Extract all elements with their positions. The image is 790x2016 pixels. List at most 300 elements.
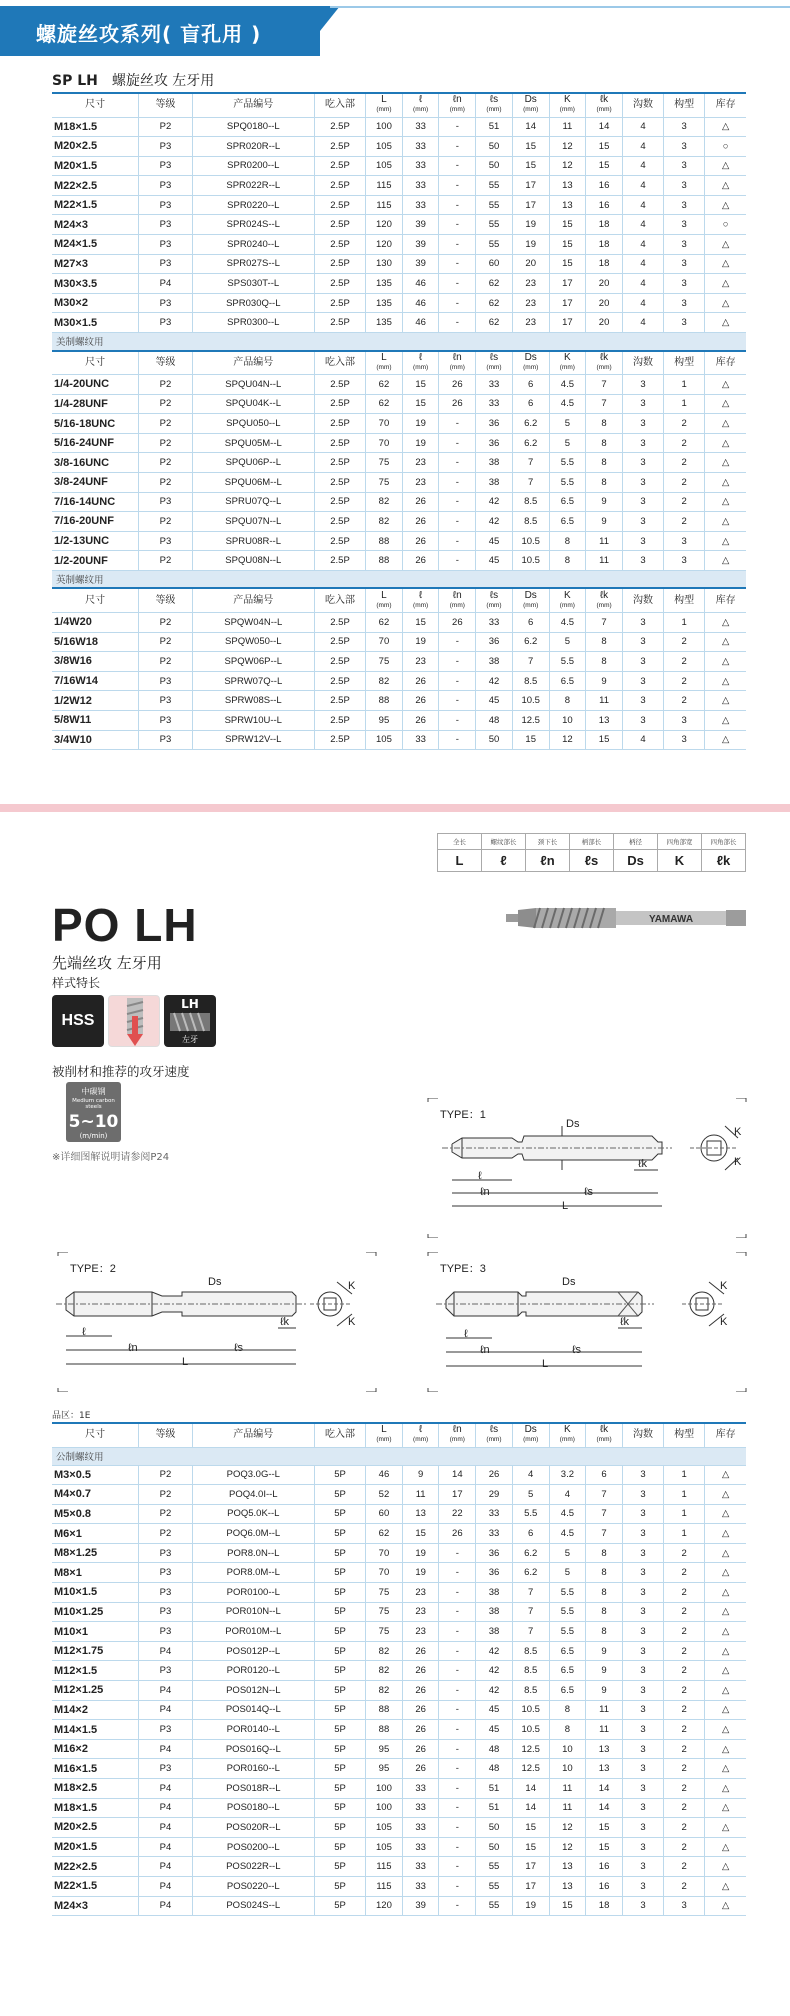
- cell-L: 105: [366, 1818, 403, 1838]
- cell-ls: 51: [476, 1798, 513, 1818]
- cell-size: M10×1.25: [52, 1602, 139, 1622]
- legend-symbol: Ds: [614, 850, 658, 872]
- cell-ls: 38: [476, 1622, 513, 1642]
- cell-grade: P2: [139, 551, 192, 571]
- column-header-ln: [439, 351, 476, 375]
- cell-lk: 11: [586, 531, 623, 551]
- cell-grade: P3: [139, 235, 192, 255]
- legend-label: 柄径: [614, 834, 658, 850]
- cell-L: 75: [366, 1583, 403, 1603]
- cell-size: M30×2: [52, 293, 139, 313]
- cell-l: 39: [402, 254, 439, 274]
- cell-Ds: 6: [512, 394, 549, 414]
- column-header-L: [366, 1423, 403, 1447]
- cell-L: 88: [366, 691, 403, 711]
- cell-type: 2: [664, 1700, 705, 1720]
- cell-Ds: 6.2: [512, 1543, 549, 1563]
- cell-l: 26: [402, 1681, 439, 1701]
- column-header-label: ℓ: [419, 1424, 423, 1436]
- column-unit: (mm): [596, 1436, 612, 1444]
- cell-size: 1/4W20: [52, 612, 139, 632]
- cell-l: 33: [402, 1837, 439, 1857]
- cell-grade: P3: [139, 1759, 192, 1779]
- cell-flutes: 3: [622, 433, 663, 453]
- cell-type: 3: [664, 235, 705, 255]
- cell-grade: P2: [139, 433, 192, 453]
- cell-lk: 9: [586, 512, 623, 532]
- cell-type: 3: [664, 551, 705, 571]
- cell-chamfer: 5P: [314, 1720, 365, 1740]
- cell-ln: -: [439, 1779, 476, 1799]
- column-header-lk: [586, 93, 623, 117]
- cell-ln: -: [439, 453, 476, 473]
- cell-type: 3: [664, 531, 705, 551]
- cell-K: 8: [549, 531, 586, 551]
- cell-code: POQ3.0G--L: [192, 1465, 314, 1485]
- cell-ln: -: [439, 1583, 476, 1603]
- cell-L: 115: [366, 195, 403, 215]
- cell-lk: 9: [586, 671, 623, 691]
- lh-sublabel: 左牙: [182, 1035, 198, 1044]
- cell-type: 2: [664, 671, 705, 691]
- legend-symbol: ℓn: [526, 850, 570, 872]
- cell-size: 7/16-14UNC: [52, 492, 139, 512]
- cell-stock: △: [705, 1583, 746, 1603]
- cell-code: SPRU08R--L: [192, 531, 314, 551]
- table-row: [52, 414, 746, 434]
- diagram-type2-ls: ℓs: [234, 1342, 244, 1354]
- cell-l: 23: [402, 1622, 439, 1642]
- cell-grade: P4: [139, 1837, 192, 1857]
- legend-label: 四角部长: [702, 834, 746, 850]
- cell-K: 5: [549, 433, 586, 453]
- cell-Ds: 8.5: [512, 671, 549, 691]
- column-header-label: ℓs: [489, 94, 499, 106]
- cell-size: M24×1.5: [52, 235, 139, 255]
- cell-L: 95: [366, 1759, 403, 1779]
- cell-Ds: 8.5: [512, 1681, 549, 1701]
- cell-type: 1: [664, 1524, 705, 1544]
- cell-size: M27×3: [52, 254, 139, 274]
- cell-type: 3: [664, 176, 705, 196]
- group-label: 公制螺纹用: [52, 1447, 746, 1465]
- diagram-type2-lk: ℓk: [280, 1316, 290, 1328]
- cell-l: 26: [402, 551, 439, 571]
- column-unit: (mm): [413, 601, 429, 609]
- cell-code: POS018R--L: [192, 1779, 314, 1799]
- column-header-label: L: [381, 589, 387, 601]
- cell-l: 19: [402, 632, 439, 652]
- cell-flutes: 4: [622, 730, 663, 750]
- cell-Ds: 7: [512, 1602, 549, 1622]
- column-unit: (mm): [413, 106, 429, 114]
- cell-lk: 18: [586, 235, 623, 255]
- column-header-label: 吃入部: [325, 1429, 356, 1441]
- cell-Ds: 10.5: [512, 1720, 549, 1740]
- cell-lk: 14: [586, 1798, 623, 1818]
- cell-l: 33: [402, 730, 439, 750]
- cell-K: 5.5: [549, 453, 586, 473]
- cell-K: 6.5: [549, 492, 586, 512]
- cell-K: 5: [549, 632, 586, 652]
- cell-ls: 36: [476, 1543, 513, 1563]
- column-unit: (mm): [449, 601, 465, 609]
- cell-size: M10×1: [52, 1622, 139, 1642]
- cell-grade: P2: [139, 473, 192, 493]
- cell-grade: P4: [139, 1876, 192, 1896]
- cell-code: POS014Q--L: [192, 1700, 314, 1720]
- column-header-label: ℓ: [419, 589, 423, 601]
- cell-grade: P3: [139, 531, 192, 551]
- cell-L: 95: [366, 1739, 403, 1759]
- cell-L: 62: [366, 375, 403, 395]
- cell-code: POR0140--L: [192, 1720, 314, 1740]
- cell-size: M18×1.5: [52, 117, 139, 137]
- cell-l: 23: [402, 1602, 439, 1622]
- cell-flutes: 4: [622, 176, 663, 196]
- cell-type: 2: [664, 1818, 705, 1838]
- cell-type: 2: [664, 1759, 705, 1779]
- cell-type: 2: [664, 691, 705, 711]
- cell-grade: P3: [139, 215, 192, 235]
- diagram-type2-l: ℓ: [82, 1326, 86, 1338]
- diagram-type2-k2: K: [348, 1316, 356, 1328]
- cell-stock: △: [705, 1857, 746, 1877]
- cell-Ds: 8.5: [512, 492, 549, 512]
- cell-Ds: 7: [512, 473, 549, 493]
- cell-L: 75: [366, 1622, 403, 1642]
- cell-size: M16×1.5: [52, 1759, 139, 1779]
- cell-size: 5/16-18UNC: [52, 414, 139, 434]
- cell-ls: 50: [476, 1837, 513, 1857]
- table-row: [52, 1661, 746, 1681]
- cell-grade: P4: [139, 1857, 192, 1877]
- cell-Ds: 14: [512, 1779, 549, 1799]
- cell-code: POQ4.0I--L: [192, 1485, 314, 1505]
- cell-code: POR8.0M--L: [192, 1563, 314, 1583]
- diagram-type3-ls: ℓs: [572, 1344, 582, 1356]
- cell-chamfer: 5P: [314, 1602, 365, 1622]
- cell-type: 1: [664, 1465, 705, 1485]
- cell-lk: 18: [586, 1896, 623, 1916]
- cell-lk: 8: [586, 1602, 623, 1622]
- cell-grade: P2: [139, 394, 192, 414]
- cell-type: 2: [664, 1622, 705, 1642]
- cell-type: 3: [664, 274, 705, 294]
- cell-l: 15: [402, 1524, 439, 1544]
- cell-ls: 55: [476, 1857, 513, 1877]
- diagram-type3-lk: ℓk: [620, 1316, 630, 1328]
- cell-code: POR010M--L: [192, 1622, 314, 1642]
- cell-stock: △: [705, 274, 746, 294]
- cell-ls: 38: [476, 1583, 513, 1603]
- column-header-ln: [439, 588, 476, 612]
- cell-lk: 8: [586, 1543, 623, 1563]
- cell-size: M12×1.75: [52, 1641, 139, 1661]
- cell-K: 17: [549, 313, 586, 333]
- cell-lk: 20: [586, 293, 623, 313]
- cell-lk: 7: [586, 612, 623, 632]
- cell-K: 5.5: [549, 1583, 586, 1603]
- column-header-label: 尺寸: [85, 356, 106, 368]
- cell-grade: P4: [139, 1739, 192, 1759]
- cell-lk: 15: [586, 156, 623, 176]
- column-header-K: [549, 588, 586, 612]
- cell-K: 15: [549, 235, 586, 255]
- cell-L: 82: [366, 512, 403, 532]
- column-header-type: [664, 351, 705, 375]
- cell-chamfer: 5P: [314, 1876, 365, 1896]
- cell-type: 2: [664, 1661, 705, 1681]
- cell-chamfer: 2.5P: [314, 512, 365, 532]
- page-banner: [0, 0, 790, 62]
- cell-flutes: 3: [622, 1876, 663, 1896]
- cell-code: SPQW050--L: [192, 632, 314, 652]
- cell-L: 100: [366, 117, 403, 137]
- cell-grade: P2: [139, 1465, 192, 1485]
- cell-code: SPQU05M--L: [192, 433, 314, 453]
- cell-l: 23: [402, 473, 439, 493]
- cell-flutes: 4: [622, 137, 663, 157]
- table-row: [52, 1700, 746, 1720]
- cell-lk: 6: [586, 1465, 623, 1485]
- cell-size: M14×2: [52, 1700, 139, 1720]
- column-unit: (mm): [486, 1436, 502, 1444]
- cell-stock: △: [705, 512, 746, 532]
- cell-chamfer: 5P: [314, 1563, 365, 1583]
- cell-l: 33: [402, 195, 439, 215]
- column-unit: (mm): [523, 106, 539, 114]
- legend-label: 螺纹部长: [482, 834, 526, 850]
- cell-grade: P3: [139, 1543, 192, 1563]
- cell-Ds: 17: [512, 1857, 549, 1877]
- cell-flutes: 3: [622, 1583, 663, 1603]
- cell-ls: 45: [476, 1720, 513, 1740]
- cell-type: 2: [664, 492, 705, 512]
- cell-ln: -: [439, 492, 476, 512]
- column-header-size: [52, 588, 139, 612]
- group-label: 美制螺纹用: [52, 333, 746, 351]
- cell-chamfer: 2.5P: [314, 117, 365, 137]
- table-row: [52, 195, 746, 215]
- cell-size: M20×1.5: [52, 156, 139, 176]
- column-header-lk: [586, 1423, 623, 1447]
- cell-ls: 29: [476, 1485, 513, 1505]
- cell-L: 115: [366, 1857, 403, 1877]
- column-header-flutes: [622, 588, 663, 612]
- cell-K: 13: [549, 176, 586, 196]
- cell-chamfer: 5P: [314, 1661, 365, 1681]
- column-header-l: [402, 588, 439, 612]
- cell-ls: 38: [476, 652, 513, 672]
- table-row: [52, 671, 746, 691]
- cell-lk: 8: [586, 433, 623, 453]
- column-unit: (mm): [376, 601, 392, 609]
- table-header-row: [52, 351, 746, 375]
- cell-stock: △: [705, 1779, 746, 1799]
- cell-K: 10: [549, 1739, 586, 1759]
- cell-l: 15: [402, 612, 439, 632]
- cell-grade: P3: [139, 730, 192, 750]
- column-header-label: ℓn: [452, 1424, 462, 1436]
- diagram-type2-k1: K: [348, 1280, 356, 1292]
- cell-stock: △: [705, 313, 746, 333]
- cell-ls: 45: [476, 1700, 513, 1720]
- column-header-label: L: [381, 94, 387, 106]
- cell-chamfer: 5P: [314, 1465, 365, 1485]
- cell-l: 33: [402, 117, 439, 137]
- section1-model: SP LH: [52, 73, 98, 89]
- cell-chamfer: 2.5P: [314, 137, 365, 157]
- column-header-label: 沟数: [632, 356, 653, 368]
- cell-size: M8×1.25: [52, 1543, 139, 1563]
- cell-ls: 36: [476, 433, 513, 453]
- cell-code: SPQU050--L: [192, 414, 314, 434]
- cell-grade: P3: [139, 1661, 192, 1681]
- cell-stock: △: [705, 1524, 746, 1544]
- cell-chamfer: 2.5P: [314, 632, 365, 652]
- cell-ln: -: [439, 1739, 476, 1759]
- column-header-label: 产品编号: [233, 1429, 274, 1441]
- cell-l: 19: [402, 1543, 439, 1563]
- cell-size: M12×1.25: [52, 1681, 139, 1701]
- cell-l: 26: [402, 671, 439, 691]
- cell-stock: △: [705, 492, 746, 512]
- cell-L: 135: [366, 293, 403, 313]
- cell-flutes: 3: [622, 1759, 663, 1779]
- cell-chamfer: 2.5P: [314, 254, 365, 274]
- cell-type: 3: [664, 730, 705, 750]
- cell-lk: 13: [586, 1739, 623, 1759]
- cell-code: POS0180--L: [192, 1798, 314, 1818]
- cell-lk: 8: [586, 652, 623, 672]
- cell-grade: P3: [139, 195, 192, 215]
- cell-L: 88: [366, 1700, 403, 1720]
- speed-material: 中碳钢: [81, 1087, 106, 1096]
- cell-lk: 9: [586, 1641, 623, 1661]
- cell-Ds: 7: [512, 1622, 549, 1642]
- column-header-ls: [476, 93, 513, 117]
- cell-chamfer: 5P: [314, 1837, 365, 1857]
- cell-grade: P3: [139, 1583, 192, 1603]
- cell-chamfer: 2.5P: [314, 235, 365, 255]
- diagram-type1-ls: ℓs: [584, 1186, 594, 1198]
- cell-code: SPRW08S--L: [192, 691, 314, 711]
- cell-flutes: 3: [622, 1661, 663, 1681]
- cell-ln: -: [439, 1563, 476, 1583]
- cell-type: 2: [664, 1798, 705, 1818]
- cell-chamfer: 2.5P: [314, 195, 365, 215]
- cell-grade: P2: [139, 652, 192, 672]
- cell-flutes: 3: [622, 710, 663, 730]
- cell-stock: △: [705, 1876, 746, 1896]
- cell-l: 39: [402, 235, 439, 255]
- column-header-label: 产品编号: [233, 99, 274, 111]
- legend-symbol: ℓs: [570, 850, 614, 872]
- cell-code: SPQU07N--L: [192, 512, 314, 532]
- cell-ln: -: [439, 1798, 476, 1818]
- cell-Ds: 15: [512, 1818, 549, 1838]
- cell-chamfer: 5P: [314, 1504, 365, 1524]
- cell-type: 1: [664, 394, 705, 414]
- cell-stock: ○: [705, 215, 746, 235]
- cell-l: 26: [402, 691, 439, 711]
- cell-K: 4: [549, 1485, 586, 1505]
- cell-code: POQ5.0K--L: [192, 1504, 314, 1524]
- cell-stock: △: [705, 293, 746, 313]
- cell-grade: P3: [139, 691, 192, 711]
- table-row: [52, 1857, 746, 1877]
- column-header-ls: [476, 1423, 513, 1447]
- cell-code: POS012N--L: [192, 1681, 314, 1701]
- table-row: [52, 691, 746, 711]
- cell-code: POS016Q--L: [192, 1739, 314, 1759]
- cell-size: 5/8W11: [52, 710, 139, 730]
- cell-stock: △: [705, 1543, 746, 1563]
- cell-stock: △: [705, 612, 746, 632]
- cell-K: 5.5: [549, 473, 586, 493]
- cell-K: 3.2: [549, 1465, 586, 1485]
- cell-stock: △: [705, 414, 746, 434]
- table-row: [52, 1583, 746, 1603]
- cell-stock: △: [705, 235, 746, 255]
- cell-size: M30×3.5: [52, 274, 139, 294]
- cell-Ds: 10.5: [512, 1700, 549, 1720]
- column-header-label: ℓs: [489, 351, 499, 363]
- cell-Ds: 8.5: [512, 1641, 549, 1661]
- cell-type: 2: [664, 1779, 705, 1799]
- cell-grade: P3: [139, 1563, 192, 1583]
- cell-K: 15: [549, 1896, 586, 1916]
- cell-type: 3: [664, 313, 705, 333]
- cell-code: POR0120--L: [192, 1661, 314, 1681]
- cell-L: 120: [366, 235, 403, 255]
- cell-Ds: 6: [512, 612, 549, 632]
- column-header-K: [549, 1423, 586, 1447]
- cell-size: M24×3: [52, 1896, 139, 1916]
- diagram-type3-L: L: [542, 1358, 549, 1370]
- cell-size: 3/4W10: [52, 730, 139, 750]
- cell-flutes: 3: [622, 691, 663, 711]
- hss-icon: HSS: [52, 995, 104, 1047]
- diagram-type1-lk: ℓk: [638, 1158, 648, 1170]
- cell-size: M14×1.5: [52, 1720, 139, 1740]
- cell-Ds: 7: [512, 652, 549, 672]
- cell-lk: 16: [586, 1876, 623, 1896]
- cell-stock: △: [705, 375, 746, 395]
- table-row: [52, 453, 746, 473]
- cell-code: POS020R--L: [192, 1818, 314, 1838]
- cell-ls: 45: [476, 691, 513, 711]
- cell-code: POR0160--L: [192, 1759, 314, 1779]
- cell-lk: 8: [586, 473, 623, 493]
- cell-L: 52: [366, 1485, 403, 1505]
- column-header-label: ℓ: [419, 351, 423, 363]
- diagram-type1-l: ℓ: [478, 1170, 482, 1182]
- table-row: [52, 1641, 746, 1661]
- section-divider: [0, 804, 790, 812]
- table-row: [52, 235, 746, 255]
- column-header-label: L: [381, 351, 387, 363]
- column-header-Ds: [512, 351, 549, 375]
- cell-size: M4×0.7: [52, 1485, 139, 1505]
- cell-code: SPRW10U--L: [192, 710, 314, 730]
- cell-ln: -: [439, 1641, 476, 1661]
- diagram-type3-ln: ℓn: [480, 1344, 490, 1356]
- cell-flutes: 3: [622, 492, 663, 512]
- cell-L: 62: [366, 394, 403, 414]
- cell-ln: -: [439, 1602, 476, 1622]
